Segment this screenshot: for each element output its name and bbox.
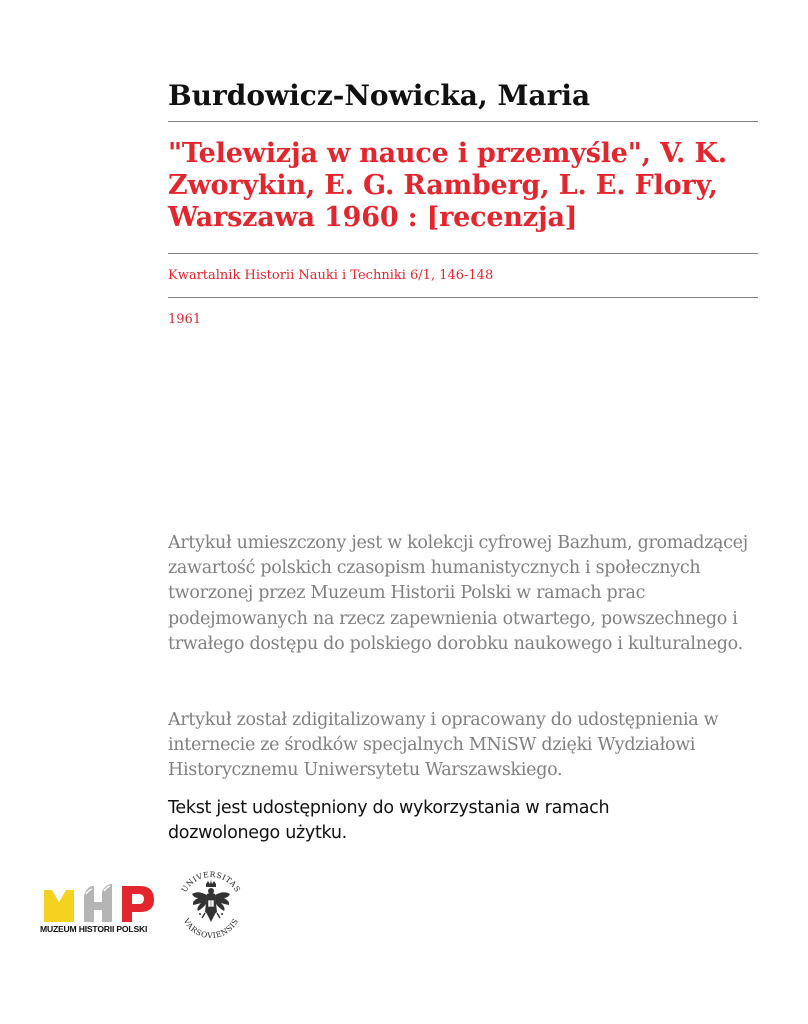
mhp-logo-caption: MUZEUM HISTORII POLSKI xyxy=(40,924,148,934)
article-title: "Telewizja w nauce i przemyśle", V. K. Zworykin, E. G. Ramberg, L. E. Flory, Warszawa 1960 : [recenzja] xyxy=(168,138,727,233)
divider-top xyxy=(168,121,758,122)
publication-year: 1961 xyxy=(168,312,202,327)
divider-middle xyxy=(168,253,758,254)
mhp-letter-p xyxy=(122,886,154,922)
author-name: Burdowicz-Nowicka, Maria xyxy=(168,79,591,112)
mhp-letter-h xyxy=(84,884,112,922)
journal-citation: Kwartalnik Historii Nauki i Techniki 6/1, 146-148 xyxy=(168,268,494,283)
divider-bottom xyxy=(168,297,758,298)
eagle-emblem-icon xyxy=(192,880,230,922)
usage-notice: Tekst jest udostępniony do wykorzystania w ramach dozwolonego użytku. xyxy=(168,798,610,844)
collection-notice: Artykuł umieszczony jest w kolekcji cyfrowej Bazhum, gromadzącej zawartość polskich czasopism humanistycznych i społecznych tworzonej przez Muzeum Historii Polski w ramach prac podejmowanych na rzecz zapewnienia otwartego, powszechnego i trwałego dostępu do polskiego dorobku naukowego i kulturalnego. xyxy=(168,533,748,654)
mhp-letter-m xyxy=(44,890,74,922)
university-warsaw-seal xyxy=(170,864,252,946)
seal-text-top: UNIVERSITAS xyxy=(179,869,243,894)
digitization-notice: Artykuł został zdigitalizowany i opracowany do udostępnienia w internecie ze środków specjalnych MNiSW dzięki Wydziałowi Historycznemu Uniwersytetu Warszawskiego. xyxy=(168,710,719,781)
seal-text-bottom: VARSOVIENSIS xyxy=(181,916,241,941)
